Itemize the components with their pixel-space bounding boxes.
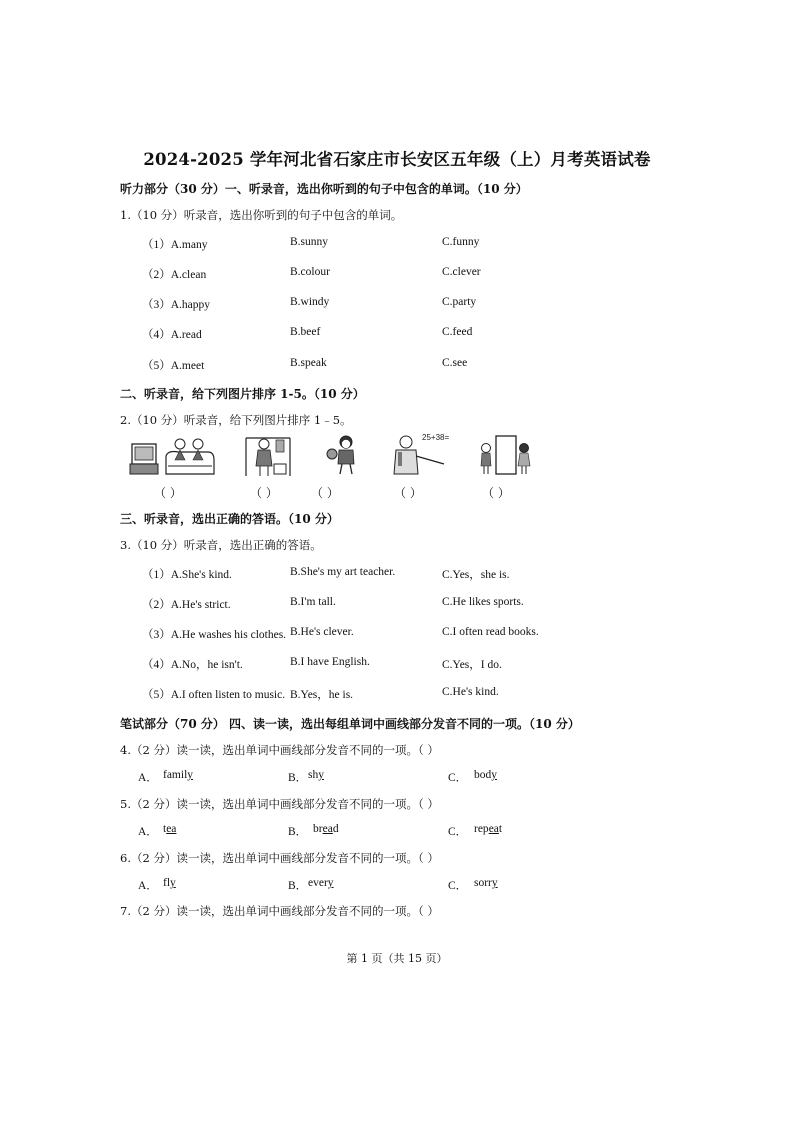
option-word: repeat (474, 823, 503, 835)
question-2: 2.（10 分）听录音，给下列图片排序 1﹣5。 (120, 413, 352, 427)
section-heading-2: 二、听录音，给下列图片排序 1-5。（10 分） (120, 387, 365, 401)
girl-washing-clothes-picture (240, 430, 296, 480)
option-label: B． (288, 826, 308, 838)
option-word: every (308, 877, 334, 889)
word-options (138, 877, 518, 893)
option-c: C.feed (442, 326, 473, 338)
option-b: B.speak (290, 357, 327, 369)
option-row (142, 686, 682, 702)
question-3: 3.（10 分）听录音，选出正确的答语。 (120, 538, 322, 552)
option-label: C． (448, 826, 468, 838)
option-word: fly (163, 877, 176, 889)
option-a: （2）A.clean (142, 269, 207, 281)
option-row (142, 326, 682, 342)
option-c: C.funny (442, 236, 480, 248)
option-a: （5）A.meet (142, 360, 205, 372)
option-word: tea (163, 823, 177, 835)
option-row (142, 656, 682, 672)
page-footer: 第 1 页（共 15 页） (346, 952, 448, 965)
option-row (142, 357, 682, 373)
option-row (142, 296, 682, 312)
option-b: B.colour (290, 266, 330, 278)
option-label: C． (448, 880, 468, 892)
page-title: 2024-2025 学年河北省石家庄市长安区五年级（上）月考英语试卷 (143, 150, 651, 169)
answer-blank[interactable]: （ ） (250, 486, 278, 500)
option-b: B.She's my art teacher. (290, 566, 396, 578)
option-b: B.sunny (290, 236, 329, 248)
option-word: body (474, 769, 497, 781)
option-a: （3）A.happy (142, 299, 211, 311)
option-label: B． (288, 772, 308, 784)
word-options (138, 823, 518, 839)
option-a: （3）A.He washes his clothes. (142, 629, 287, 641)
word-options (138, 769, 518, 785)
option-row (142, 626, 682, 642)
option-label: B． (288, 880, 308, 892)
question-4: 4.（2 分）读一读，选出单词中画线部分发音不同的一项。（ ） (120, 743, 439, 757)
option-c: C.clever (442, 266, 481, 278)
answer-blank[interactable]: （ ） (311, 486, 339, 500)
option-label: A． (138, 772, 158, 784)
answer-blank[interactable]: （ ） (482, 486, 510, 500)
question-5: 5.（2 分）读一读，选出单词中画线部分发音不同的一项。（ ） (120, 797, 439, 811)
option-a: （4）A.No，he isn't. (142, 659, 243, 671)
option-a: （1）A.many (142, 239, 208, 251)
option-word: bread (313, 823, 339, 835)
boy-playing-ball-picture (324, 430, 364, 480)
question-7: 7.（2 分）读一读，选出单词中画线部分发音不同的一项。（ ） (120, 904, 439, 918)
option-b: B.He's clever. (290, 626, 354, 638)
option-label: A． (138, 826, 158, 838)
option-a: （5）A.I often listen to music. (142, 689, 286, 701)
board-equation: 25+38= (422, 433, 450, 442)
option-word: family (163, 769, 194, 781)
option-row (142, 236, 682, 252)
option-label: C． (448, 772, 468, 784)
option-a: （1）A.She's kind. (142, 569, 232, 581)
option-b: B.I'm tall. (290, 596, 336, 608)
option-c: C.Yes，I do. (442, 659, 502, 671)
option-row (142, 596, 682, 612)
option-a: （4）A.read (142, 329, 202, 341)
option-c: C.He likes sports. (442, 596, 524, 608)
option-c: C.He's kind. (442, 686, 499, 698)
section-heading-4: 笔试部分（70 分） 四、读一读，选出每组单词中画线部分发音不同的一项。（10 分） (120, 717, 580, 731)
option-word: shy (308, 769, 324, 781)
kids-at-door-picture (470, 430, 540, 480)
picture-strip (128, 430, 548, 510)
option-b: B.Yes，he is. (290, 689, 354, 701)
section-heading-1: 听力部分（30 分）一、听录音，选出你听到的句子中包含的单词。（10 分） (120, 182, 528, 196)
question-1: 1.（10 分）听录音，选出你听到的句子中包含的单词。 (120, 208, 403, 222)
option-word: sorry (474, 877, 498, 889)
option-a: （2）A.He's strict. (142, 599, 231, 611)
option-row (142, 566, 682, 582)
option-row (142, 266, 682, 282)
teacher-with-math-board-picture (388, 430, 468, 480)
option-c: C.see (442, 357, 468, 369)
option-b: B.windy (290, 296, 330, 308)
option-c: C.party (442, 296, 477, 308)
answer-blank[interactable]: （ ） (154, 486, 182, 500)
option-label: A． (138, 880, 158, 892)
option-b: B.I have English. (290, 656, 370, 668)
answer-blank[interactable]: （ ） (394, 486, 422, 500)
section-heading-3: 三、听录音，选出正确的答语。（10 分） (120, 512, 339, 526)
option-c: C.Yes，she is. (442, 569, 510, 581)
question-6: 6.（2 分）读一读，选出单词中画线部分发音不同的一项。（ ） (120, 851, 439, 865)
option-c: C.I often read books. (442, 626, 539, 638)
tv-and-kids-on-sofa-picture (128, 430, 218, 480)
option-b: B.beef (290, 326, 321, 338)
